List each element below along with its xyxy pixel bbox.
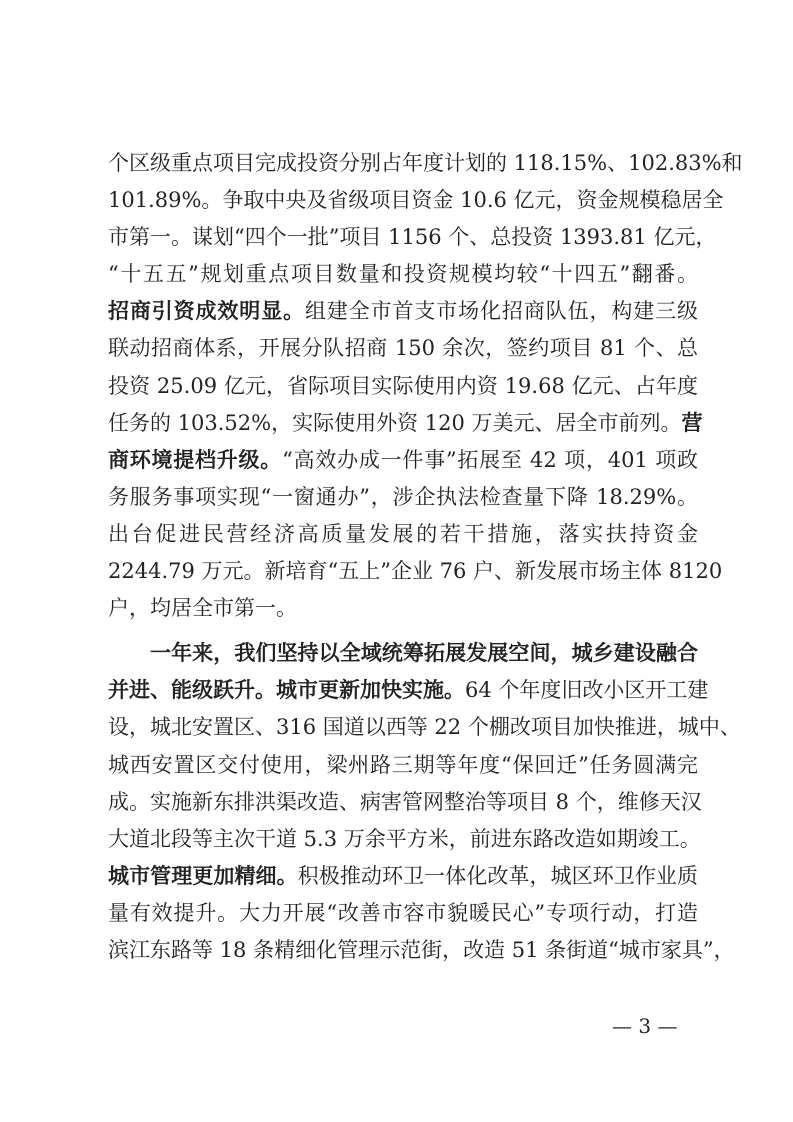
text-line: “十五五”规划重点项目数量和投资规模均较“十四五”翻番。 [108,262,698,287]
text-line: 城市管理更加精细。积极推动环卫一体化改革，城区环卫作业质 [108,863,699,888]
page-number: — 3 — [612,1014,678,1038]
bold-heading: 一年来，我们坚持以全域统筹拓展发展空间，城乡建设融合 [150,641,698,666]
bold-heading: 招商引资成效明显。 [108,299,305,324]
text-line: 城西安置区交付使用，梁州路三期等年度“保回迁”任务圆满完 [108,752,698,777]
text-line: 市第一。谋划“四个一批”项目 1156 个、总投资 1393.81 亿元， [108,225,717,250]
text-line: 商环境提档升级。“高效办成一件事”拓展至 42 项，401 项政 [108,447,698,472]
text-line: 101.89%。争取中央及省级项目资金 10.6 亿元，资金规模稳居全 [108,188,724,213]
text-line [108,635,698,672]
bold-heading: 营 [681,410,703,435]
document-body [108,145,743,969]
text-line: 量有效提升。大力开展“改善市容市貌暖民心”专项行动，打造 [108,900,698,925]
bold-heading: 商环境提档升级。 [108,447,283,472]
text-line: 务服务事项实现“一窗通办”，涉企执法检查量下降 18.29%。 [108,484,698,509]
bold-heading: 并进、能级跃升。城市更新加快实施。 [108,678,465,703]
text-line: 联动招商体系，开展分队招商 150 余次，签约项目 81 个、总 [108,336,698,361]
text-line: 成。实施新东排洪渠改造、病害管网整治等项目 8 个，维修天汉 [108,789,702,814]
bold-heading: 城市管理更加精细。 [108,863,298,888]
text-line: 个区级重点项目完成投资分别占年度计划的 118.15%、102.83%和 [108,151,743,175]
text-line: 招商引资成效明显。组建全市首支市场化招商队伍，构建三级 [108,299,699,324]
text-line: 出台促进民营经济高质量发展的若干措施，落实扶持资金 [108,521,698,546]
text-line: 滨江东路等 18 条精细化管理示范街，改造 51 条街道“城市家具”， [108,937,735,962]
text-line: 设，城北安置区、316 国道以西等 22 个棚改项目加快推进，城中、 [108,715,741,740]
text-line: 投资 25.09 亿元，省际项目实际使用内资 19.68 亿元、占年度 [108,373,698,398]
text-line: 大道北段等主次干道 5.3 万余平方米，前进东路改造如期竣工。 [108,826,701,851]
text-line: 并进、能级跃升。城市更新加快实施。64 个年度旧改小区开工建 [108,678,709,703]
text-line: 户，均居全市第一。 [108,596,297,621]
text-line: 2244.79 万元。新培育“五上”企业 76 户、新发展市场主体 8120 [108,559,723,584]
text-line: 任务的 103.52%，实际使用外资 120 万美元、居全市前列。营 [108,410,703,435]
